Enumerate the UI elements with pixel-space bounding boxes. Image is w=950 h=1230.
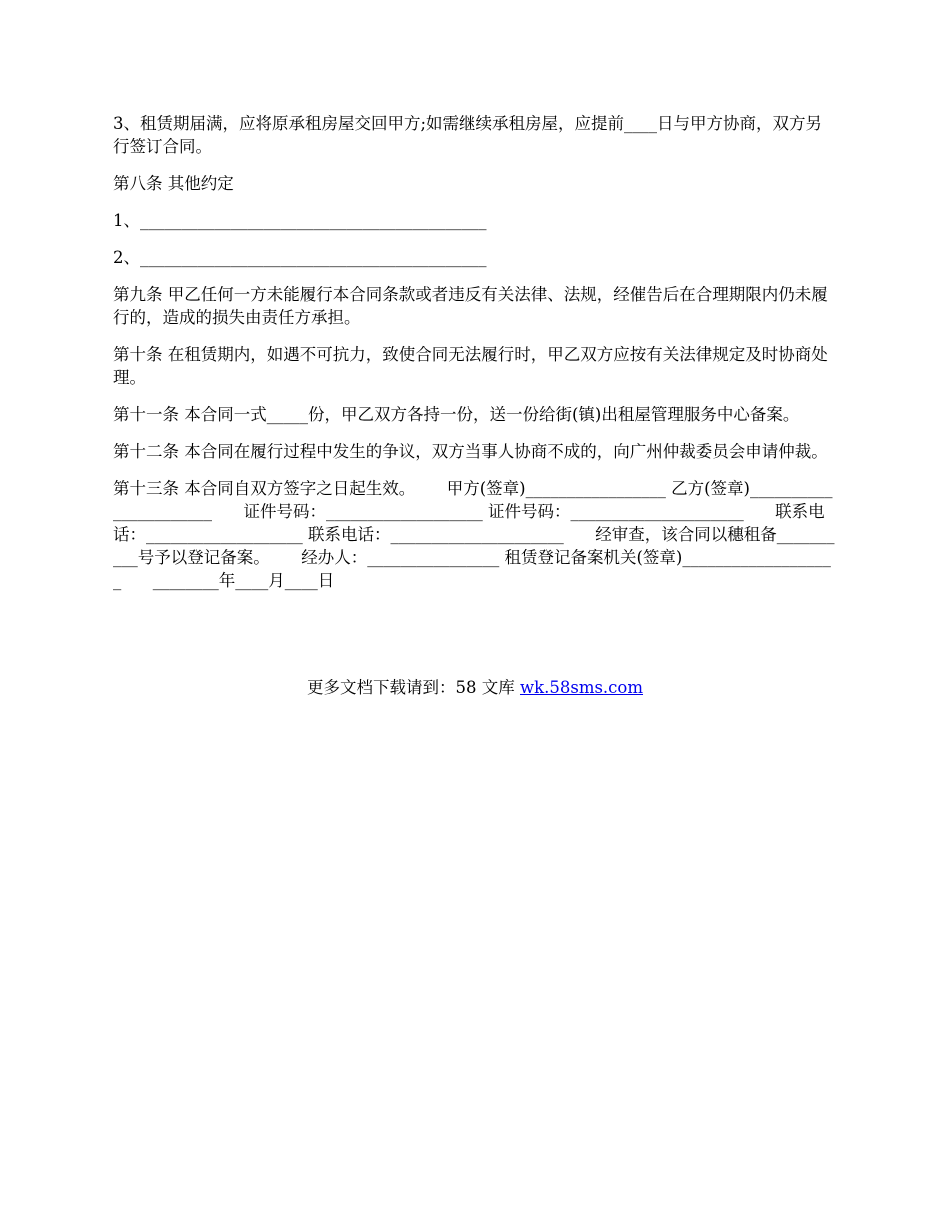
footer-text: 更多文档下载请到：58 文库 <box>306 678 520 697</box>
article-8-item-1: 1、__________________________________________ <box>113 211 487 230</box>
article-13-signatures: 第十三条 本合同自双方签字之日起生效。 甲方(签章)_________________ 乙方(签章)______________________ 证件号码：___________________ 证件号码：_____________________ 联系电话：___________________ 联系电话：_____________________ 经审查，该合同以穗租备__________号予以登记备案。 经办人：________________ 租赁登记备案机关(签章)___________________ ________年____月____日 <box>113 479 835 590</box>
document-body <box>113 112 837 606</box>
clause-7-item-3: 3、租赁期届满，应将原承租房屋交回甲方;如需继续承租房屋，应提前____日与甲方协商，双方另行签订合同。 <box>113 114 823 156</box>
footer-link[interactable]: wk.58sms.com <box>519 678 643 697</box>
article-9: 第九条 甲乙任何一方未能履行本合同条款或者违反有关法律、法规，经催告后在合理期限内仍未履行的，造成的损失由责任方承担。 <box>113 285 828 327</box>
article-8-item-2: 2、__________________________________________ <box>113 248 487 267</box>
article-10: 第十条 在租赁期内，如遇不可抗力，致使合同无法履行时，甲乙双方应按有关法律规定及时协商处理。 <box>113 345 828 387</box>
article-8-heading: 第八条 其他约定 <box>113 174 234 193</box>
download-footer <box>0 676 950 699</box>
article-11: 第十一条 本合同一式_____份，甲乙双方各持一份，送一份给街(镇)出租屋管理服务中心备案。 <box>113 405 800 424</box>
article-12: 第十二条 本合同在履行过程中发生的争议，双方当事人协商不成的，向广州仲裁委员会申请仲裁。 <box>113 442 828 461</box>
